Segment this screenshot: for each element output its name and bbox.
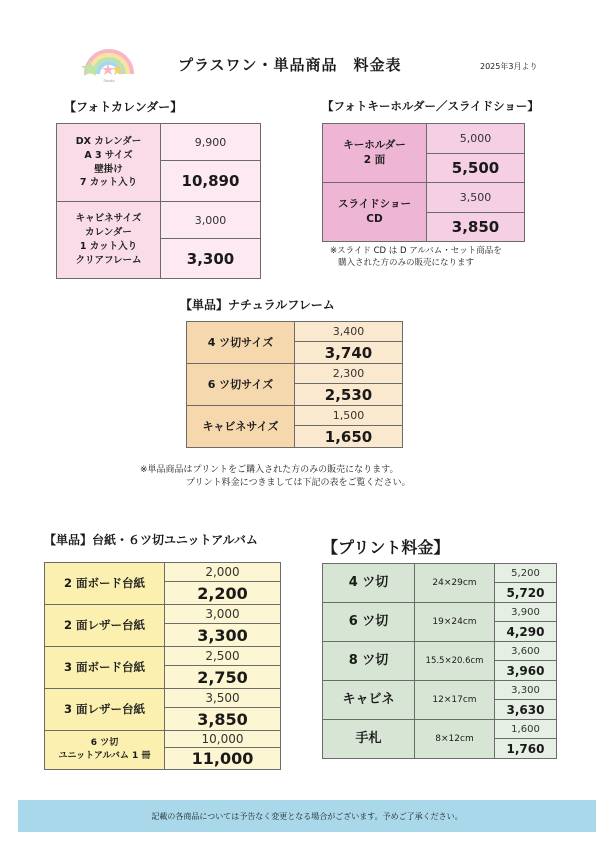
table-row (323, 681, 557, 700)
price-with-tax: 3,740 (295, 342, 403, 364)
price-before-tax: 9,900 (161, 124, 261, 161)
table-row (45, 689, 281, 708)
product-label: 3 面ボード台紙 (45, 647, 165, 689)
frame-title: 【単品】ナチュラルフレーム (180, 298, 335, 312)
effective-date: 2025年3月より (480, 62, 538, 71)
price-with-tax: 4,290 (495, 622, 557, 642)
product-label: 6 ツ切サイズ (187, 364, 295, 406)
print-title: 【プリント料金】 (322, 538, 450, 557)
table-row (187, 322, 403, 342)
price-with-tax: 3,850 (165, 708, 281, 731)
keyholder-table (322, 123, 525, 242)
price-with-tax: 3,960 (495, 661, 557, 681)
print-dimensions: 19×24cm (415, 603, 495, 642)
price-before-tax: 3,000 (161, 202, 261, 239)
photo-calendar-title: 【フォトカレンダー】 (64, 100, 183, 114)
table-row (187, 406, 403, 426)
price-before-tax: 3,900 (495, 603, 557, 622)
slideshow-note: ※スライド CD は D アルバム・セット商品を 購入された方のみの販売になります (330, 246, 502, 269)
price-with-tax: 5,500 (427, 154, 525, 183)
table-row (57, 124, 261, 161)
page-title: プラスワン・単品商品 料金表 (178, 56, 402, 74)
print-dimensions: 15.5×20.6cm (415, 642, 495, 681)
album-table (44, 562, 281, 770)
table-row (323, 564, 557, 583)
price-before-tax: 3,500 (165, 689, 281, 708)
table-row (323, 183, 525, 213)
keyholder-title: 【フォトキーホルダー／スライドショー】 (322, 99, 539, 113)
price-with-tax: 2,750 (165, 666, 281, 689)
price-before-tax: 2,500 (165, 647, 281, 666)
table-row (323, 642, 557, 661)
product-label: キーホルダー 2 面 (323, 124, 427, 183)
price-before-tax: 5,000 (427, 124, 525, 154)
price-before-tax: 10,000 (165, 731, 281, 748)
table-row (323, 124, 525, 154)
product-label: DX カレンダー A 3 サイズ 壁掛け 7 カット入り (57, 124, 161, 202)
price-with-tax: 10,890 (161, 161, 261, 202)
print-size-label: キャビネ (323, 681, 415, 720)
print-purchase-note: ※単品商品はプリントをご購入された方のみの販売になります。 プリント料金につきましては下記の表をご覧ください。 (140, 465, 411, 489)
product-label: 3 面レザー台紙 (45, 689, 165, 731)
price-before-tax: 2,000 (165, 563, 281, 582)
print-size-label: 4 ツ切 (323, 564, 415, 603)
album-title: 【単品】台紙・６ツ切ユニットアルバム (44, 533, 258, 547)
print-size-label: 8 ツ切 (323, 642, 415, 681)
logo-rainbow-stars (78, 44, 140, 84)
table-row (45, 731, 281, 748)
price-before-tax: 3,600 (495, 642, 557, 661)
price-before-tax: 3,400 (295, 322, 403, 342)
price-before-tax: 5,200 (495, 564, 557, 583)
table-row (323, 603, 557, 622)
table-row (187, 364, 403, 384)
footer-text: 記載の各商品については予告なく変更となる場合がございます。予めご了承ください。 (151, 811, 463, 821)
table-row (57, 202, 261, 239)
frame-table (186, 321, 403, 448)
print-table (322, 563, 557, 759)
price-before-tax: 1,600 (495, 720, 557, 739)
svg-text:Studio: Studio (103, 78, 115, 83)
print-size-label: 6 ツ切 (323, 603, 415, 642)
price-with-tax: 1,760 (495, 739, 557, 759)
table-row (45, 563, 281, 582)
print-dimensions: 8×12cm (415, 720, 495, 759)
product-label: スライドショー CD (323, 183, 427, 242)
footer-notice (18, 800, 596, 832)
table-row (323, 720, 557, 739)
table-row (45, 647, 281, 666)
product-label: キャビネサイズ カレンダー 1 カット入り クリアフレーム (57, 202, 161, 279)
price-with-tax: 2,200 (165, 582, 281, 605)
product-label: 2 面ボード台紙 (45, 563, 165, 605)
print-dimensions: 12×17cm (415, 681, 495, 720)
price-with-tax: 3,850 (427, 213, 525, 242)
table-row (45, 605, 281, 624)
price-before-tax: 3,500 (427, 183, 525, 213)
price-before-tax: 2,300 (295, 364, 403, 384)
price-with-tax: 2,530 (295, 384, 403, 406)
price-before-tax: 3,000 (165, 605, 281, 624)
photo-calendar-table (56, 123, 261, 279)
product-label: キャビネサイズ (187, 406, 295, 448)
price-with-tax: 3,300 (165, 624, 281, 647)
price-with-tax: 5,720 (495, 583, 557, 603)
price-before-tax: 1,500 (295, 406, 403, 426)
price-with-tax: 3,300 (161, 239, 261, 279)
product-label: 4 ツ切サイズ (187, 322, 295, 364)
price-with-tax: 11,000 (165, 748, 281, 770)
price-with-tax: 1,650 (295, 426, 403, 448)
print-size-label: 手札 (323, 720, 415, 759)
print-dimensions: 24×29cm (415, 564, 495, 603)
price-with-tax: 3,630 (495, 700, 557, 720)
product-label: 6 ツ切 ユニットアルバム 1 冊 (45, 731, 165, 770)
product-label: 2 面レザー台紙 (45, 605, 165, 647)
price-before-tax: 3,300 (495, 681, 557, 700)
